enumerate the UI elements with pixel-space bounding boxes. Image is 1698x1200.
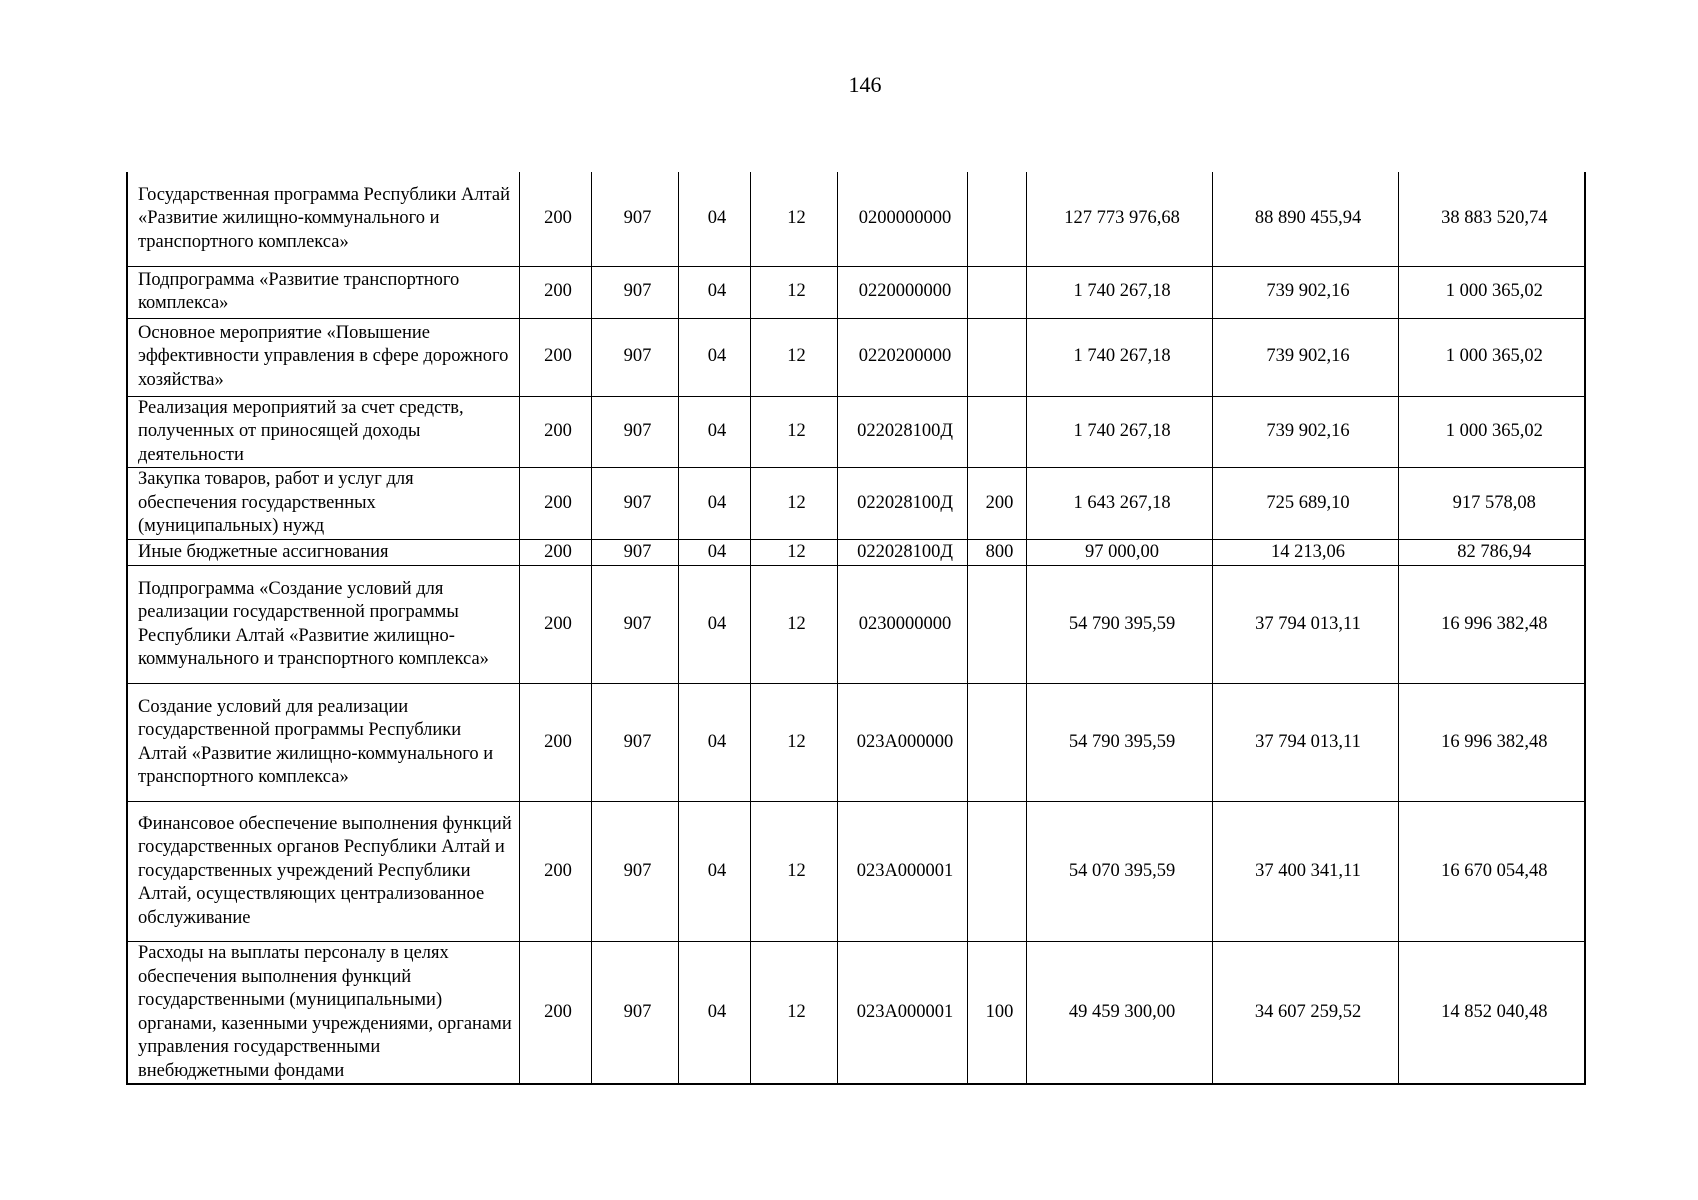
amount-executed-cell: 725 689,10 xyxy=(1212,468,1398,540)
row-name-cell: Реализация мероприятий за счет средств, полученных от приносящей доходы деятельности xyxy=(127,396,519,468)
amount-plan-cell: 97 000,00 xyxy=(1026,540,1212,566)
row-name-cell: Расходы на выплаты персоналу в целях обеспечения выполнения функций государственными (муниципальными) органами, казенными учреждениями, органами управления государственными внебюджетными фондами xyxy=(127,942,519,1085)
admin-code-cell: 200 xyxy=(519,468,591,540)
admin-code-cell: 200 xyxy=(519,684,591,802)
expense-type-cell xyxy=(967,396,1026,468)
subsection-code-cell: 12 xyxy=(750,172,837,266)
row-name-cell: Подпрограмма «Развитие транспортного комплекса» xyxy=(127,266,519,318)
target-article-cell: 022028100Д xyxy=(837,468,967,540)
table-row xyxy=(127,266,1585,318)
section-code-cell: 04 xyxy=(678,566,750,684)
amount-remainder-cell: 16 996 382,48 xyxy=(1398,684,1585,802)
expense-type-cell xyxy=(967,802,1026,942)
amount-executed-cell: 739 902,16 xyxy=(1212,266,1398,318)
amount-executed-cell: 37 794 013,11 xyxy=(1212,684,1398,802)
table-row xyxy=(127,566,1585,684)
amount-remainder-cell: 14 852 040,48 xyxy=(1398,942,1585,1085)
amount-plan-cell: 1 740 267,18 xyxy=(1026,266,1212,318)
row-name-cell: Государственная программа Республики Алтай «Развитие жилищно-коммунального и транспортного комплекса» xyxy=(127,172,519,266)
amount-executed-cell: 37 794 013,11 xyxy=(1212,566,1398,684)
admin-code-cell: 200 xyxy=(519,172,591,266)
table-row xyxy=(127,684,1585,802)
row-name-cell: Создание условий для реализации государственной программы Республики Алтай «Развитие жилищно-коммунального и транспортного комплекса» xyxy=(127,684,519,802)
amount-plan-cell: 54 790 395,59 xyxy=(1026,684,1212,802)
amount-plan-cell: 1 740 267,18 xyxy=(1026,396,1212,468)
amount-plan-cell: 1 740 267,18 xyxy=(1026,318,1212,396)
amount-plan-cell: 49 459 300,00 xyxy=(1026,942,1212,1085)
subsection-code-cell: 12 xyxy=(750,802,837,942)
amount-remainder-cell: 1 000 365,02 xyxy=(1398,266,1585,318)
amount-executed-cell: 14 213,06 xyxy=(1212,540,1398,566)
amount-executed-cell: 34 607 259,52 xyxy=(1212,942,1398,1085)
subsection-code-cell: 12 xyxy=(750,942,837,1085)
table-row xyxy=(127,540,1585,566)
amount-plan-cell: 54 790 395,59 xyxy=(1026,566,1212,684)
section-code-cell: 04 xyxy=(678,802,750,942)
row-name-cell: Финансовое обеспечение выполнения функций государственных органов Республики Алтай и государственных учреждений Республики Алтай, осуществляющих централизованное обслуживание xyxy=(127,802,519,942)
amount-remainder-cell: 16 996 382,48 xyxy=(1398,566,1585,684)
amount-remainder-cell: 1 000 365,02 xyxy=(1398,396,1585,468)
ministry-code-cell: 907 xyxy=(591,566,678,684)
table-row xyxy=(127,802,1585,942)
subsection-code-cell: 12 xyxy=(750,468,837,540)
subsection-code-cell: 12 xyxy=(750,396,837,468)
ministry-code-cell: 907 xyxy=(591,684,678,802)
table-row xyxy=(127,172,1585,266)
amount-plan-cell: 127 773 976,68 xyxy=(1026,172,1212,266)
section-code-cell: 04 xyxy=(678,266,750,318)
ministry-code-cell: 907 xyxy=(591,802,678,942)
target-article-cell: 0220000000 xyxy=(837,266,967,318)
expense-type-cell xyxy=(967,172,1026,266)
subsection-code-cell: 12 xyxy=(750,266,837,318)
expense-type-cell xyxy=(967,318,1026,396)
target-article-cell: 022028100Д xyxy=(837,396,967,468)
row-name-cell: Подпрограмма «Создание условий для реализации государственной программы Республики Алтай «Развитие жилищно-коммунального и транспортного комплекса» xyxy=(127,566,519,684)
row-name-cell: Иные бюджетные ассигнования xyxy=(127,540,519,566)
expense-type-cell xyxy=(967,566,1026,684)
amount-remainder-cell: 38 883 520,74 xyxy=(1398,172,1585,266)
amount-plan-cell: 1 643 267,18 xyxy=(1026,468,1212,540)
admin-code-cell: 200 xyxy=(519,266,591,318)
budget-table xyxy=(126,172,1586,1085)
amount-executed-cell: 739 902,16 xyxy=(1212,318,1398,396)
admin-code-cell: 200 xyxy=(519,802,591,942)
target-article-cell: 023А000000 xyxy=(837,684,967,802)
amount-remainder-cell: 82 786,94 xyxy=(1398,540,1585,566)
section-code-cell: 04 xyxy=(678,396,750,468)
ministry-code-cell: 907 xyxy=(591,468,678,540)
target-article-cell: 0230000000 xyxy=(837,566,967,684)
section-code-cell: 04 xyxy=(678,318,750,396)
amount-plan-cell: 54 070 395,59 xyxy=(1026,802,1212,942)
target-article-cell: 022028100Д xyxy=(837,540,967,566)
expense-type-cell: 200 xyxy=(967,468,1026,540)
section-code-cell: 04 xyxy=(678,942,750,1085)
target-article-cell: 023А000001 xyxy=(837,802,967,942)
admin-code-cell: 200 xyxy=(519,540,591,566)
admin-code-cell: 200 xyxy=(519,942,591,1085)
section-code-cell: 04 xyxy=(678,468,750,540)
admin-code-cell: 200 xyxy=(519,566,591,684)
amount-executed-cell: 88 890 455,94 xyxy=(1212,172,1398,266)
target-article-cell: 0220200000 xyxy=(837,318,967,396)
table-row xyxy=(127,396,1585,468)
admin-code-cell: 200 xyxy=(519,318,591,396)
amount-remainder-cell: 917 578,08 xyxy=(1398,468,1585,540)
expense-type-cell: 800 xyxy=(967,540,1026,566)
target-article-cell: 0200000000 xyxy=(837,172,967,266)
amount-executed-cell: 739 902,16 xyxy=(1212,396,1398,468)
table-row xyxy=(127,942,1585,1085)
ministry-code-cell: 907 xyxy=(591,942,678,1085)
expense-type-cell xyxy=(967,684,1026,802)
amount-remainder-cell: 1 000 365,02 xyxy=(1398,318,1585,396)
expense-type-cell xyxy=(967,266,1026,318)
subsection-code-cell: 12 xyxy=(750,684,837,802)
amount-executed-cell: 37 400 341,11 xyxy=(1212,802,1398,942)
target-article-cell: 023А000001 xyxy=(837,942,967,1085)
section-code-cell: 04 xyxy=(678,540,750,566)
admin-code-cell: 200 xyxy=(519,396,591,468)
expense-type-cell: 100 xyxy=(967,942,1026,1085)
subsection-code-cell: 12 xyxy=(750,318,837,396)
table-row xyxy=(127,468,1585,540)
page-number: 146 xyxy=(848,72,882,97)
table-row xyxy=(127,318,1585,396)
amount-remainder-cell: 16 670 054,48 xyxy=(1398,802,1585,942)
ministry-code-cell: 907 xyxy=(591,172,678,266)
ministry-code-cell: 907 xyxy=(591,266,678,318)
section-code-cell: 04 xyxy=(678,684,750,802)
row-name-cell: Закупка товаров, работ и услуг для обеспечения государственных (муниципальных) нужд xyxy=(127,468,519,540)
ministry-code-cell: 907 xyxy=(591,396,678,468)
row-name-cell: Основное мероприятие «Повышение эффективности управления в сфере дорожного хозяйства» xyxy=(127,318,519,396)
subsection-code-cell: 12 xyxy=(750,566,837,684)
ministry-code-cell: 907 xyxy=(591,318,678,396)
section-code-cell: 04 xyxy=(678,172,750,266)
subsection-code-cell: 12 xyxy=(750,540,837,566)
ministry-code-cell: 907 xyxy=(591,540,678,566)
